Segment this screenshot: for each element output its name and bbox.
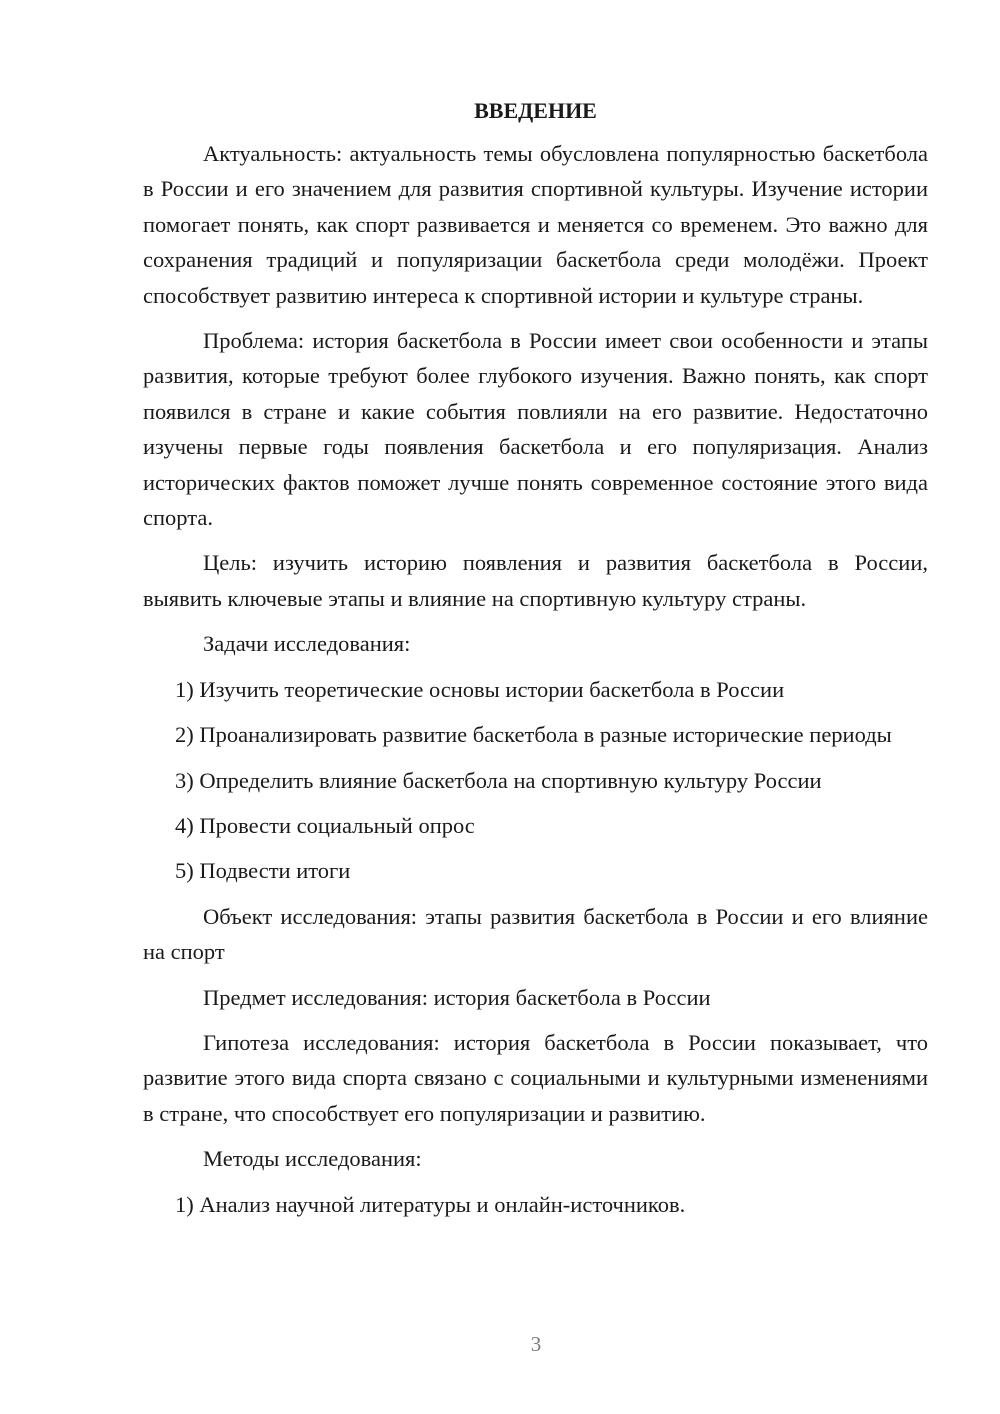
page-number: 3	[530, 1332, 542, 1356]
paragraph-problem: Проблема: история баскетбола в России имеет свои особенности и этапы развития, которые требуют более глубокого изучения. Важно понять, как спорт появился в стране и какие события повлияли на его развитие. Недостаточно изучены первые годы появления баскетбола и его популяризация. Анализ исторических фактов поможет лучше понять современное состояние этого вида спорта.	[143, 328, 928, 531]
task-item-4: 4) Провести социальный опрос	[175, 812, 475, 838]
paragraph-goal: Цель: изучить историю появления и развития баскетбола в России, выявить ключевые этапы и влияние на спортивную культуру страны.	[143, 550, 928, 611]
task-item-3: 3) Определить влияние баскетбола на спортивную культуру России	[175, 767, 822, 793]
paragraph-hypothesis: Гипотеза исследования: история баскетбола в России показывает, что развитие этого вида спорта связано с социальными и культурными изменениями в стране, что способствует его популяризации и развитию.	[143, 1029, 928, 1126]
paragraph-relevance: Актуальность: актуальность темы обусловлена популярностью баскетбола в России и его значением для развития спортивной культуры. Изучение истории помогает понять, как спорт развивается и меняется со временем. Это важно для сохранения традиций и популяризации баскетбола среди молодёжи. Проект способствует развитию интереса к спортивной истории и культуре страны.	[143, 141, 928, 308]
methods-heading: Методы исследования:	[203, 1146, 422, 1172]
task-item-2: 2) Проанализировать развитие баскетбола в разные исторические периоды	[175, 722, 892, 748]
tasks-heading: Задачи исследования:	[203, 631, 411, 657]
section-title: ВВЕДЕНИЕ	[474, 98, 597, 123]
task-item-1: 1) Изучить теоретические основы истории баскетбола в России	[175, 676, 785, 702]
page-content	[143, 95, 928, 1232]
paragraph-object: Объект исследования: этапы развития баскетбола в России и его влияние на спорт	[143, 903, 928, 965]
method-item-1: 1) Анализ научной литературы и онлайн-источников.	[175, 1191, 686, 1217]
paragraph-subject: Предмет исследования: история баскетбола в России	[203, 984, 711, 1010]
task-item-5: 5) Подвести итоги	[175, 858, 351, 884]
